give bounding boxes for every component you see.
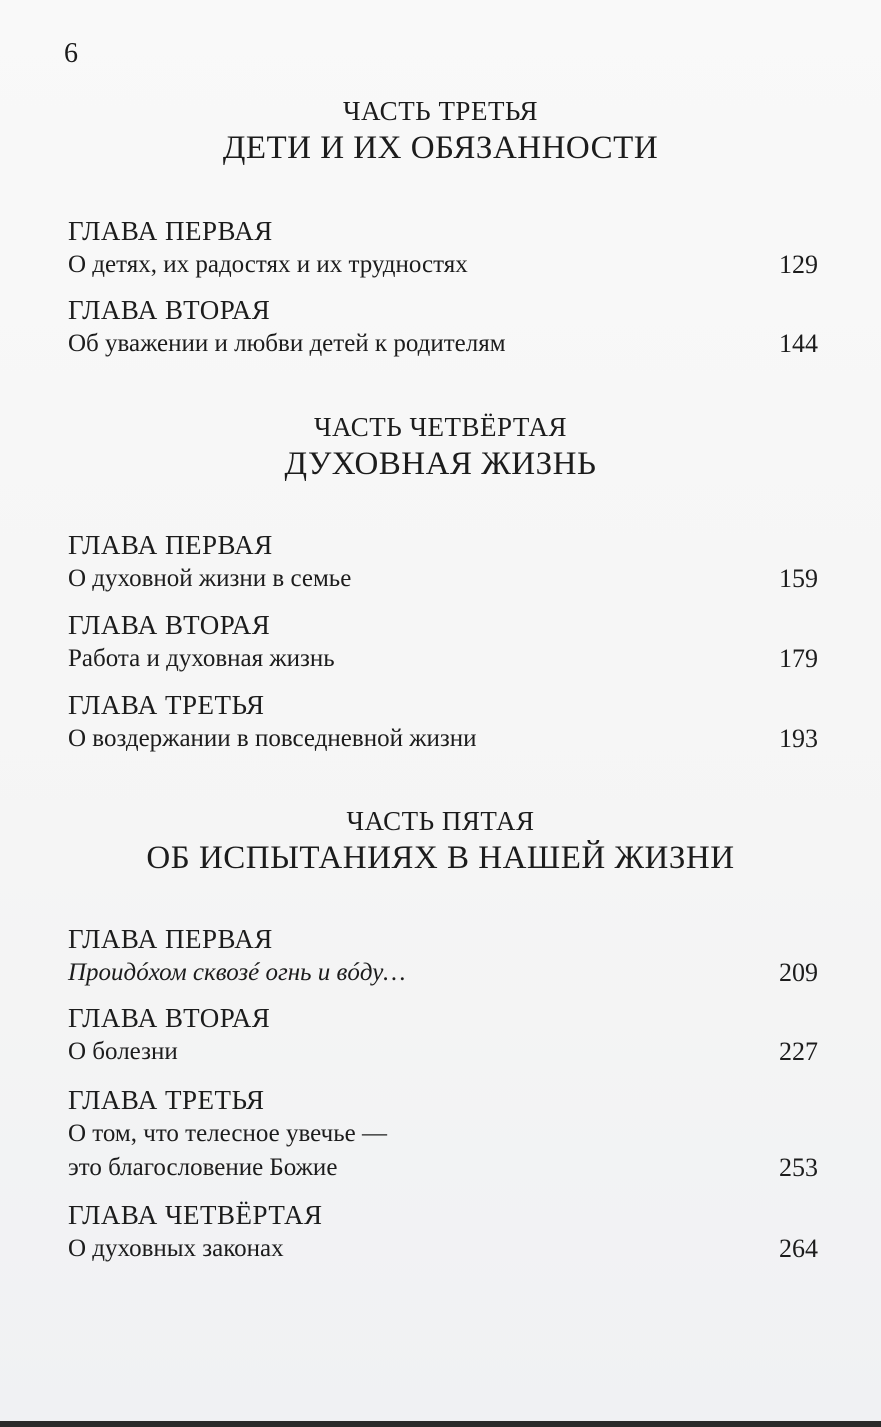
chapter-title: О духовной жизни в семье	[68, 565, 352, 592]
chapter-label: ГЛАВА ТРЕТЬЯ	[68, 690, 265, 720]
part-label: ЧАСТЬ ПЯТАЯ	[346, 806, 535, 836]
chapter-page-number: 227	[779, 1037, 818, 1066]
chapter-label: ГЛАВА ПЕРВАЯ	[68, 924, 273, 954]
toc-entry[interactable]	[68, 1198, 818, 1266]
part-heading	[0, 410, 881, 484]
chapter-title: О духовных законах	[68, 1235, 284, 1262]
toc-entry[interactable]	[68, 528, 818, 596]
chapter-title-line: О том, что телесное увечье —	[68, 1120, 387, 1147]
toc-entry[interactable]	[68, 688, 818, 756]
toc-entry[interactable]	[68, 214, 818, 282]
part-title: ДЕТИ И ИХ ОБЯЗАННОСТИ	[222, 130, 659, 166]
chapter-title: Об уважении и любви детей к родителям	[68, 330, 506, 357]
chapter-title: Проидóхом сквозé огнь и вóду…	[68, 959, 406, 986]
chapter-title-line: это благословение Божие	[68, 1154, 338, 1181]
page-number: 6	[64, 38, 78, 69]
chapter-label: ГЛАВА ВТОРАЯ	[68, 295, 271, 325]
toc-entry[interactable]	[68, 608, 818, 676]
chapter-title: Работа и духовная жизнь	[68, 645, 335, 672]
part-label: ЧАСТЬ ТРЕТЬЯ	[342, 96, 539, 126]
toc-entry[interactable]	[68, 1083, 818, 1185]
chapter-page-number: 129	[779, 250, 818, 279]
toc-entry[interactable]	[68, 922, 818, 990]
chapter-title: О болезни	[68, 1038, 178, 1065]
chapter-label: ГЛАВА ТРЕТЬЯ	[68, 1085, 265, 1115]
part-title: ДУХОВНАЯ ЖИЗНЬ	[284, 446, 597, 482]
chapter-page-number: 209	[779, 958, 818, 987]
chapter-page-number: 159	[779, 564, 818, 593]
chapter-title: О воздержании в повседневной жизни	[68, 725, 477, 752]
part-title: ОБ ИСПЫТАНИЯХ В НАШЕЙ ЖИЗНИ	[146, 840, 735, 876]
chapter-page-number: 253	[779, 1153, 818, 1182]
chapter-page-number: 193	[779, 724, 818, 753]
chapter-label: ГЛАВА ВТОРАЯ	[68, 1003, 271, 1033]
part-heading	[0, 94, 881, 168]
chapter-page-number: 144	[779, 329, 818, 358]
chapter-page-number: 179	[779, 644, 818, 673]
chapter-label: ГЛАВА ПЕРВАЯ	[68, 530, 273, 560]
chapter-title	[68, 1117, 387, 1185]
chapter-label: ГЛАВА ВТОРАЯ	[68, 610, 271, 640]
toc-entry[interactable]	[68, 1001, 818, 1069]
part-heading	[0, 804, 881, 878]
part-label: ЧАСТЬ ЧЕТВЁРТАЯ	[314, 412, 567, 442]
chapter-label: ГЛАВА ПЕРВАЯ	[68, 216, 273, 246]
chapter-title: О детях, их радостях и их трудностях	[68, 251, 468, 278]
chapter-label: ГЛАВА ЧЕТВЁРТАЯ	[68, 1200, 323, 1230]
chapter-page-number: 264	[779, 1234, 818, 1263]
toc-entry[interactable]	[68, 293, 818, 361]
page-edge-divider	[0, 1421, 881, 1427]
